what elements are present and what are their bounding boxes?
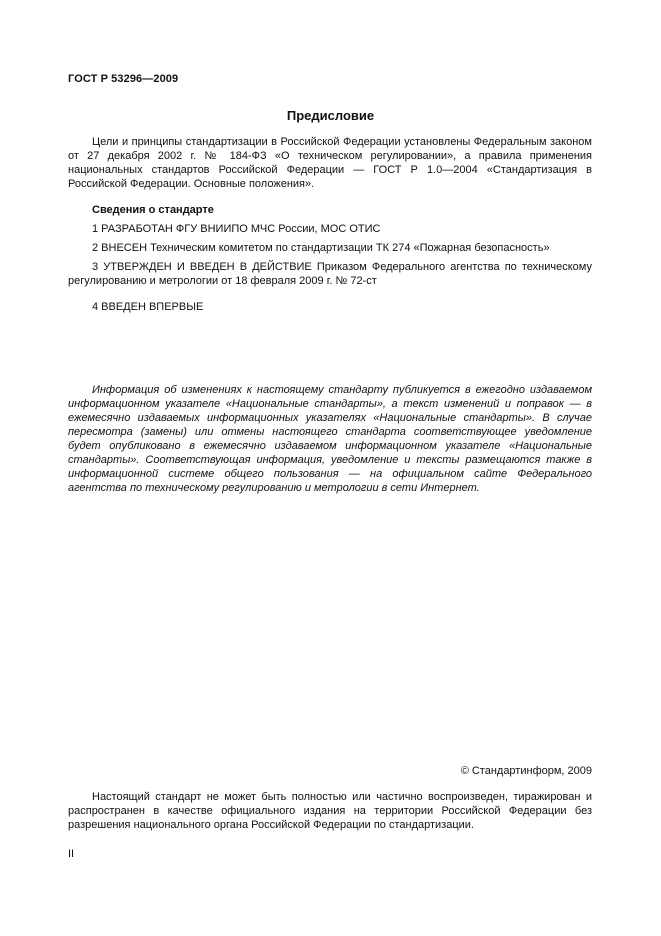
page-number: II — [68, 848, 75, 860]
info-item-submitted: 2 ВНЕСЕН Техническим комитетом по стандартизации ТК 274 «Пожарная безопасность» — [92, 242, 550, 254]
info-item-approved: 3 УТВЕРЖДЕН И ВВЕДЕН В ДЕЙСТВИЕ Приказом Федерального агентства по техническому регулированию и метрологии от 18 февраля 2009 г. № 72-ст — [68, 261, 592, 287]
standard-info-heading: Сведения о стандарте — [92, 204, 214, 216]
changes-info-paragraph: Информация об изменениях к настоящему стандарту публикуется в ежегодно издаваемом информационном указателе «Национальные стандарты», а текст изменений и поправок — в ежемесячно издаваемых информационных указателях «Национальные стандарты». В случае пересмотра (замены) или отмены настоящего стандарта соответствующее уведомление будет опубликовано в ежемесячно издаваемом информационном указателе «Национальные стандарты». Соответствующая информация, уведомление и тексты размещаются также в информационной системе общего пользования — на официальном сайте Федерального агентства по техническому регулированию и метрологии в сети Интернет. — [68, 384, 592, 494]
foreword-intro-paragraph: Цели и принципы стандартизации в Российской Федерации установлены Федеральным законом от 27 декабря 2002 г. № 184-ФЗ «О техническом регулировании», а правила применения национальных стандартов Российской Федерации — ГОСТ Р 1.0—2004 «Стандартизация в Российской Федерации. Основные положения». — [68, 136, 592, 190]
info-item-developed: 1 РАЗРАБОТАН ФГУ ВНИИПО МЧС России, МОС ОТИС — [92, 223, 381, 235]
standard-code-header: ГОСТ Р 53296—2009 — [68, 73, 179, 85]
info-item-introduced: 4 ВВЕДЕН ВПЕРВЫЕ — [92, 301, 204, 313]
reproduction-notice: Настоящий стандарт не может быть полностью или частично воспроизведен, тиражирован и распространен в качестве официального издания на территории Российской Федерации без разрешения национального органа Российской Федерации по стандартизации. — [68, 791, 592, 831]
copyright-line: © Стандартинформ, 2009 — [460, 765, 592, 777]
foreword-title: Предисловие — [286, 108, 375, 123]
